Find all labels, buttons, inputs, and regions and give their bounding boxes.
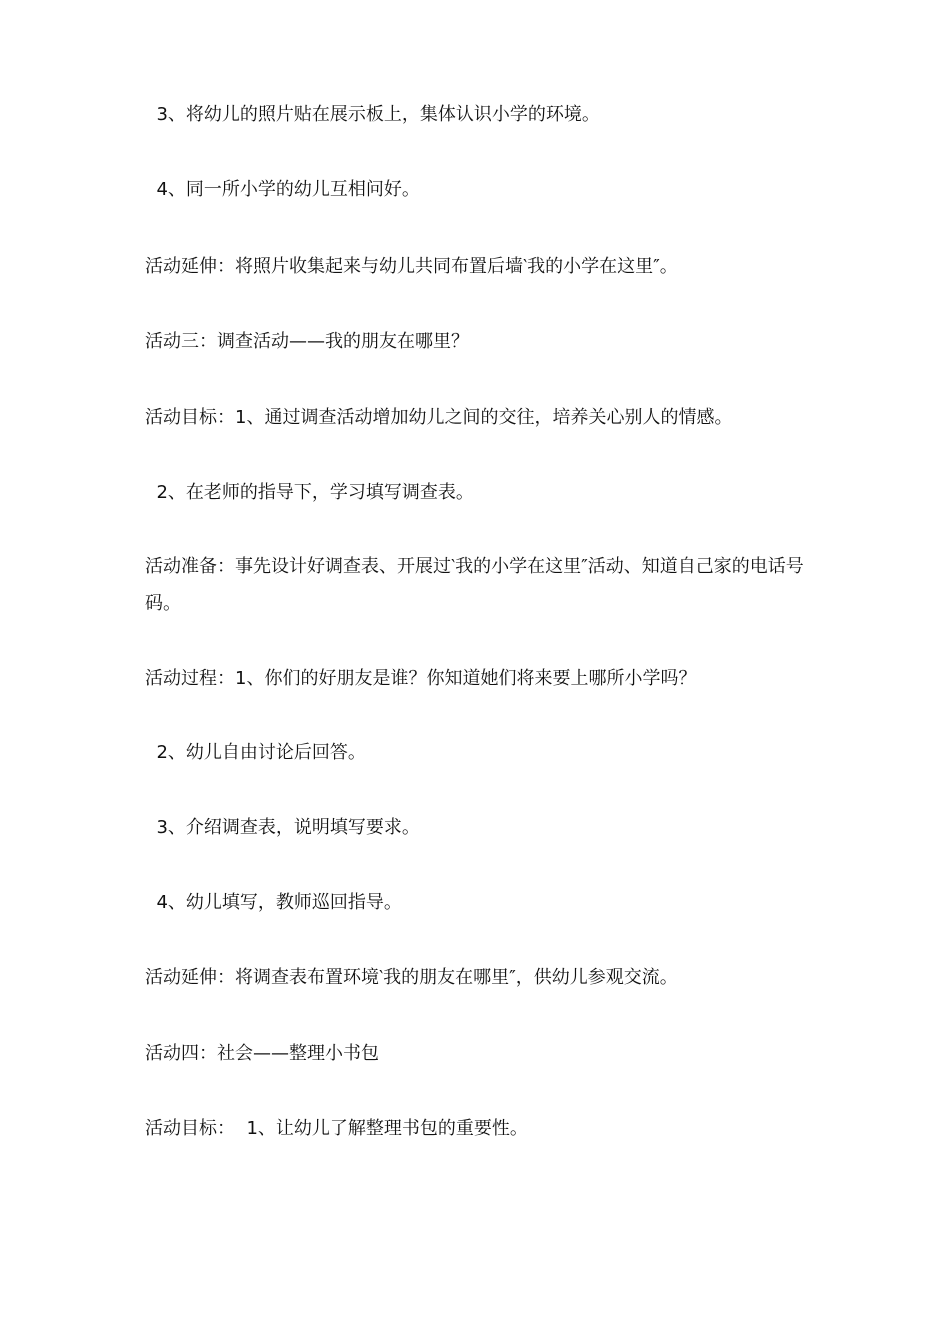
paragraph-step-3-photos: 3、将幼儿的照片贴在展示板上，集体认识小学的环境。 bbox=[145, 104, 600, 125]
paragraph-activity-extension-1: 活动延伸：将照片收集起来与幼儿共同布置后墙‵我的小学在这里″。 bbox=[145, 256, 678, 277]
paragraph-activity-process-3: 3、介绍调查表，说明填写要求。 bbox=[145, 817, 420, 838]
heading-activity-4: 活动四：社会——整理小书包 bbox=[145, 1043, 379, 1064]
paragraph-step-4-greet: 4、同一所小学的幼儿互相问好。 bbox=[145, 179, 420, 200]
paragraph-activity-goal-2: 2、在老师的指导下，学习填写调查表。 bbox=[145, 482, 474, 503]
paragraph-activity-4-goal-1: 活动目标： 1、让幼儿了解整理书包的重要性。 bbox=[145, 1118, 528, 1139]
paragraph-activity-process-1: 活动过程：1、你们的好朋友是谁？你知道她们将来要上哪所小学吗？ bbox=[145, 668, 697, 689]
paragraph-activity-extension-2: 活动延伸：将调查表布置环境‵我的朋友在哪里″，供幼儿参观交流。 bbox=[145, 967, 678, 988]
paragraph-activity-goal-1: 活动目标：1、通过调查活动增加幼儿之间的交往，培养关心别人的情感。 bbox=[145, 407, 733, 428]
paragraph-activity-preparation: 活动准备：事先设计好调查表、开展过‵我的小学在这里″活动、知道自己家的电话号码。 bbox=[145, 556, 804, 614]
heading-activity-3: 活动三：调查活动——我的朋友在哪里？ bbox=[145, 331, 469, 352]
paragraph-activity-process-2: 2、幼儿自由讨论后回答。 bbox=[145, 742, 366, 763]
paragraph-activity-process-4: 4、幼儿填写，教师巡回指导。 bbox=[145, 892, 402, 913]
